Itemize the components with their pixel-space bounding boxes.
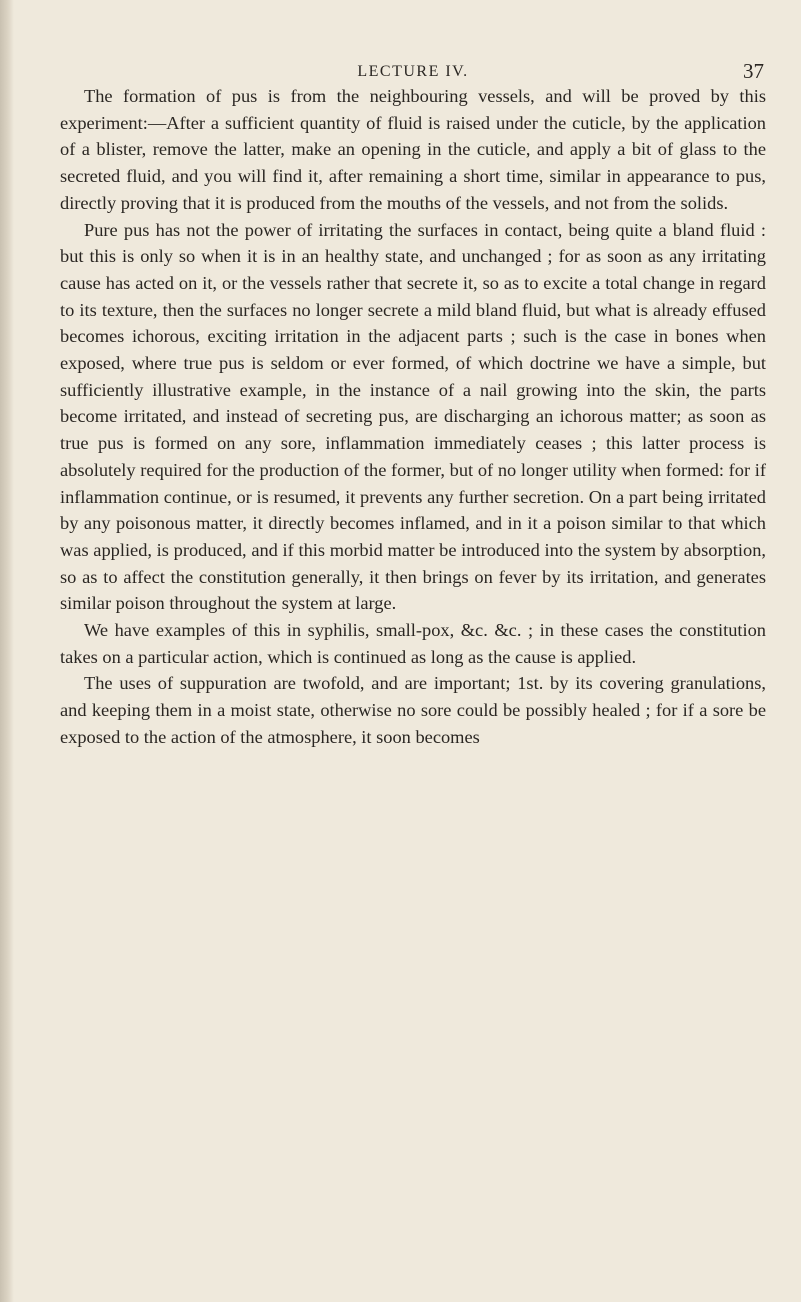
lecture-title: LECTURE IV. bbox=[357, 63, 469, 80]
book-page bbox=[60, 0, 766, 1302]
paragraph-uses-of-suppuration: The uses of suppuration are twofold, and are important; 1st. by its covering granulations, and keeping them in a moist state, otherwise no sore could be possibly healed ; for if a sore be exposed to the action of the atmosphere, it soon becomes bbox=[60, 673, 766, 747]
page-number: 37 bbox=[743, 59, 764, 83]
running-header bbox=[60, 46, 766, 83]
page-binding-edge bbox=[0, 0, 14, 1302]
paragraph-pure-pus: Pure pus has not the power of irritating the surfaces in contact, being quite a bland fluid : but this is only so when it is in an healthy state, and unchanged ; for as soon as any irritating cause has acted on it, or the vessels rather that secrete it, so as to excite a total change in regard to its texture, then the surfaces no longer secrete a mild bland fluid, but what is already effused becomes ichorous, exciting irritation in the adjacent parts ; such is the case in bones when exposed, where true pus is seldom or ever formed, of which doctrine we have a simple, but sufficiently illustrative example, in the instance of a nail growing into the skin, the parts become irritated, and instead of secreting pus, are discharging an ichorous matter; as soon as true pus is formed on any sore, inflammation immediately ceases ; this latter process is absolutely required for the production of the former, but of no longer utility when formed: for if inflammation continue, or is resumed, it prevents any further secretion. On a part being irritated by any poisonous matter, it directly becomes inflamed, and in it a poison similar to that which was applied, is produced, and if this morbid matter be introduced into the system by absorption, so as to affect the constitution generally, it then brings on fever by its irritation, and generates similar poison throughout the system at large. bbox=[60, 219, 766, 614]
body-text bbox=[60, 83, 766, 751]
paragraph-pus-formation: The formation of pus is from the neighbouring vessels, and will be proved by this experiment:—After a sufficient quantity of fluid is raised under the cuticle, by the application of a blister, remove the latter, make an opening in the cuticle, and apply a bit of glass to the secreted fluid, and you will find it, after remaining a short time, similar in appearance to pus, directly proving that it is produced from the mouths of the vessels, and not from the solids. bbox=[60, 86, 766, 213]
paragraph-syphilis-examples: We have examples of this in syphilis, small-pox, &c. &c. ; in these cases the constitution takes on a particular action, which is continued as long as the cause is applied. bbox=[60, 620, 766, 667]
